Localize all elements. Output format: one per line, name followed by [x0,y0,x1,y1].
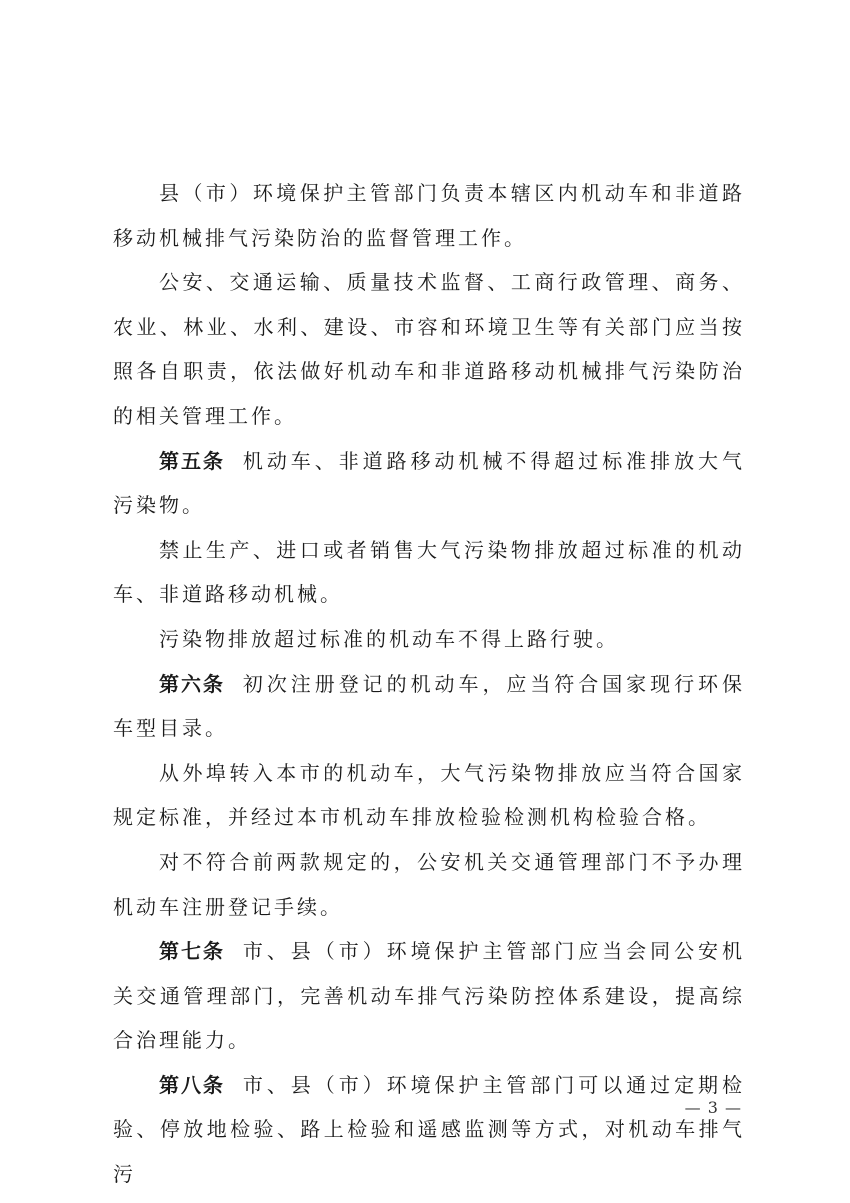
document-body [113,171,745,1197]
article-5-paragraph [113,439,745,528]
page-number: — 3 — [684,1098,742,1117]
paragraph-text: 县（市）环境保护主管部门负责本辖区内机动车和非道路移动机械排气污染防治的监督管理工作。 [113,181,745,250]
paragraph-text: 初次注册登记的机动车，应当符合国家现行环保车型目录。 [113,671,746,741]
article-8-paragraph [113,1063,745,1197]
paragraph-7 [113,751,745,840]
paragraph-5 [113,617,745,662]
article-number: 第五条 [159,448,225,473]
paragraph-4 [113,528,745,617]
paragraph-text: 市、县（市）环境保护主管部门可以通过定期检验、停放地检验、路上检验和遥感监测等方式，对机动车排气污 [113,1072,746,1187]
paragraph-text: 污染物排放超过标准的机动车不得上路行驶。 [159,626,619,651]
article-7-paragraph [113,929,745,1063]
article-6-paragraph [113,662,745,751]
paragraph-text: 禁止生产、进口或者销售大气污染物排放超过标准的机动车、非道路移动机械。 [113,537,745,607]
paragraph-2 [113,260,745,438]
paragraph-8 [113,840,745,929]
paragraph-text: 从外埠转入本市的机动车，大气污染物排放应当符合国家规定标准，并经过本市机动车排放检验检测机构检验合格。 [113,760,745,830]
paragraph-text: 机动车、非道路移动机械不得超过标准排放大气污染物。 [113,448,746,518]
paragraph-text: 公安、交通运输、质量技术监督、工商行政管理、商务、农业、林业、水利、建设、市容和环境卫生等有关部门应当按照各自职责，依法做好机动车和非道路移动机械排气污染防治的相关管理工作。 [113,270,745,428]
article-number: 第六条 [159,671,225,696]
paragraph-text: 对不符合前两款规定的，公安机关交通管理部门不予办理机动车注册登记手续。 [113,849,745,919]
article-number: 第八条 [159,1072,225,1097]
paragraph-text: 市、县（市）环境保护主管部门应当会同公安机关交通管理部门，完善机动车排气污染防控体系建设，提高综合治理能力。 [113,939,746,1053]
article-number: 第七条 [159,939,225,964]
paragraph-1 [113,171,745,260]
